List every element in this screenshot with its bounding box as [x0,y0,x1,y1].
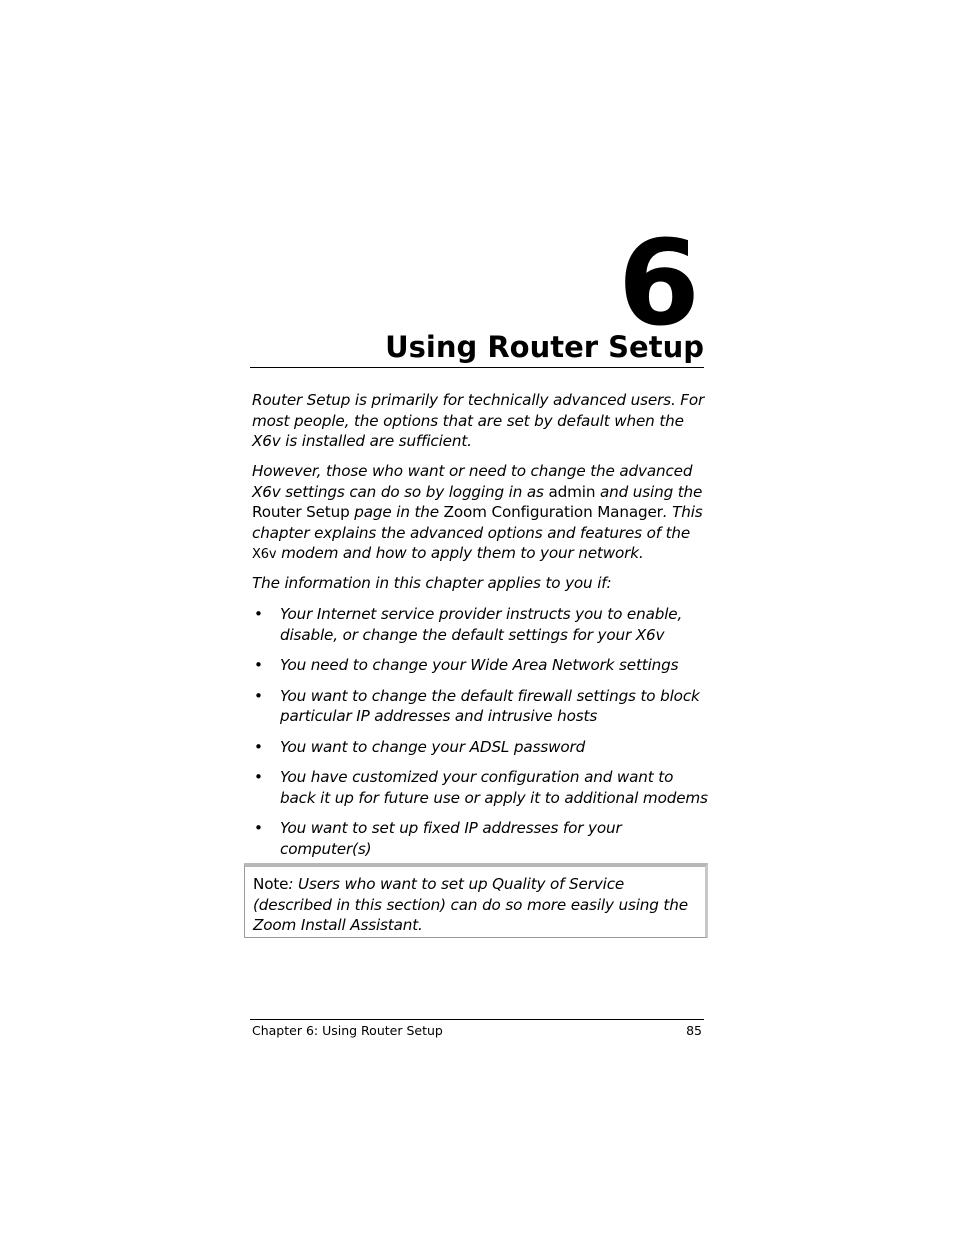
details-paragraph [252,461,712,566]
list-item [252,818,712,859]
list-item [252,686,712,727]
chapter-title: Using Router Setup [250,333,704,368]
list-item [252,655,712,676]
list-item [252,604,712,645]
list-item-text: You want to set up fixed IP addresses for your computer(s) [280,819,622,858]
note-body: : Users who want to set up Quality of Service (described in this section) can do so more easily using the Zoom Install Assistant. [253,875,688,934]
zcm-term: Zoom Configuration Manager [443,503,663,521]
details-text-4: . This chapter explains the advanced options and features of the [252,503,703,542]
list-item-text: Your Internet service provider instructs you to enable, disable, or change the default settings for your X6v [280,605,683,644]
list-item-text: You want to change your ADSL password [280,737,586,756]
note-label: Note [253,875,289,893]
list-item-text: You have customized your configuration and want to back it up for future use or apply it to additional modems [280,768,708,807]
router-setup-term: Router Setup [252,503,350,521]
details-text-5: modem and how to apply them to your network. [276,544,644,562]
list-item [252,767,712,808]
applies-list [252,604,712,869]
bullet-icon: • [254,605,263,623]
details-text-2: and using the [595,482,703,501]
bullet-icon: • [254,819,263,837]
intro-paragraph: Router Setup is primarily for technically advanced users. For most people, the options that are set by default when the X6v is installed are sufficient. [252,391,705,450]
model-term: X6v [252,547,277,562]
page-footer [250,1019,704,1038]
list-item [252,737,712,758]
footer-chapter-label: Chapter 6: Using Router Setup [252,1023,443,1038]
details-text-3: page in the [349,503,444,521]
chapter-number: 6 [617,214,698,352]
applies-paragraph: The information in this chapter applies to you if: [252,574,612,592]
bullet-icon: • [254,768,263,786]
note-text [253,874,701,936]
bullet-icon: • [254,737,263,756]
list-item-text: You want to change the default firewall settings to block particular IP addresses and intrusive hosts [280,686,700,725]
page-number: 85 [686,1023,702,1038]
bullet-icon: • [254,656,263,674]
admin-term: admin [548,482,596,501]
list-item-text: You need to change your Wide Area Network settings [280,656,679,674]
details-text-1: However, those who want or need to change the advanced X6v settings can do so by logging in as [252,462,693,501]
bullet-icon: • [254,686,263,705]
note-box [244,863,708,938]
